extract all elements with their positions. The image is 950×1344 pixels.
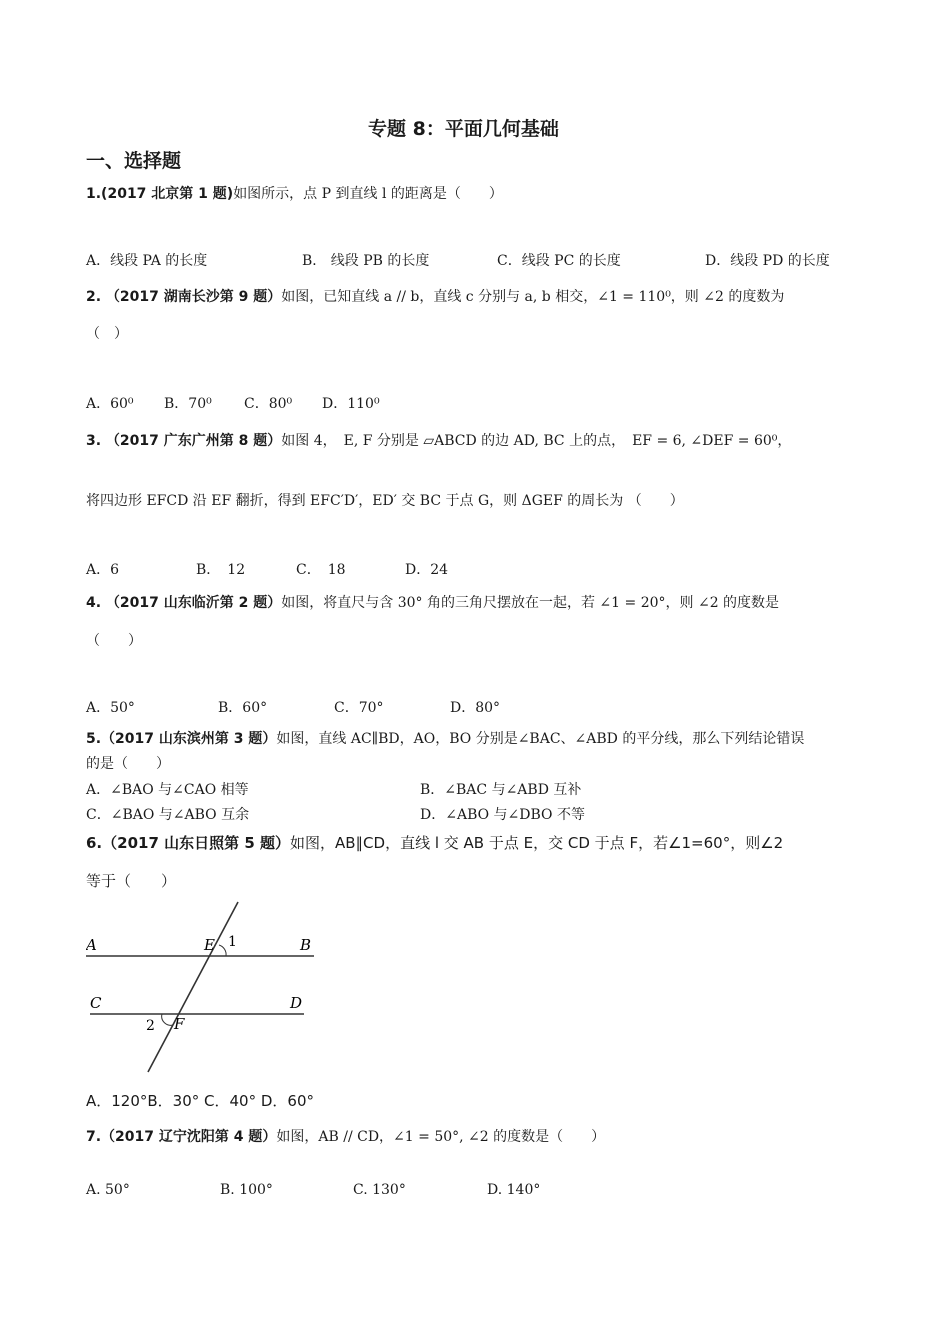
question-stem: 如图，AB // CD，∠1 = 50°, ∠2 的度数是（ ）: [276, 1129, 606, 1145]
q6-options: A．120°B．30° C．40° D．60°: [86, 1092, 315, 1110]
q4-option-b: B．60°: [218, 700, 268, 716]
section-heading: 一、选择题: [86, 150, 182, 172]
angle-1-arc: [219, 945, 226, 956]
q1-option-b: B． 线段 PB 的长度: [302, 253, 430, 269]
question-stem: 如图 4， E, F 分别是 ▱ABCD 的边 AD, BC 上的点， EF = 6, ∠DEF = 60⁰，: [281, 433, 792, 449]
q2-option-b: B．70⁰: [164, 396, 212, 412]
label-e: E: [204, 936, 215, 954]
question-1: [86, 183, 503, 203]
q5-option-d: D．∠ABO 与∠DBO 不等: [420, 807, 585, 823]
q3-option-c: C． 18: [296, 562, 346, 578]
q7-option-b: B. 100°: [220, 1182, 273, 1198]
q5-option-b: B．∠BAC 与∠ABD 互补: [420, 782, 582, 798]
question-stem: 如图，直线 AC∥BD，AO，BO 分别是∠BAC、∠ABD 的平分线，那么下列结论错误: [276, 731, 805, 747]
q3-option-a: A．6: [86, 562, 120, 578]
question-source: 2. （2017 湖南长沙第 9 题）: [86, 289, 282, 305]
label-angle-2: 2: [146, 1018, 155, 1034]
question-stem-continued: （ ）: [86, 326, 128, 342]
question-3: [86, 430, 791, 450]
q5-option-c: C．∠BAO 与∠ABO 互余: [86, 807, 250, 823]
question-stem-continued: 的是（ ）: [86, 756, 170, 772]
question-source: 7.（2017 辽宁沈阳第 4 题）: [86, 1129, 277, 1145]
question-source: 3. （2017 广东广州第 8 题）: [86, 433, 282, 449]
question-source: 4. （2017 山东临沂第 2 题）: [86, 595, 282, 611]
label-angle-1: 1: [228, 934, 237, 950]
q2-option-d: D．110⁰: [322, 396, 380, 412]
q3-option-d: D．24: [405, 562, 449, 578]
question-4: [86, 592, 779, 612]
q4-option-d: D．80°: [450, 700, 501, 716]
parallel-lines-figure: [86, 898, 318, 1076]
q1-option-d: D．线段 PD 的长度: [705, 253, 830, 269]
q5-option-a: A．∠BAO 与∠CAO 相等: [86, 782, 249, 798]
q3-option-b: B． 12: [196, 562, 246, 578]
q7-option-d: D. 140°: [487, 1182, 541, 1198]
question-stem-continued: 将四边形 EFCD 沿 EF 翻折，得到 EFC′D′，ED′ 交 BC 于点 G，则 ΔGEF 的周长为 （ ）: [86, 493, 684, 509]
question-6: [86, 832, 783, 853]
question-7: [86, 1126, 605, 1146]
q7-option-c: C. 130°: [353, 1182, 406, 1198]
label-a: A: [86, 936, 97, 954]
transversal-line: [148, 902, 238, 1072]
question-5: [86, 728, 804, 748]
q2-option-c: C．80⁰: [244, 396, 293, 412]
label-d: D: [290, 994, 303, 1012]
question-source: 1.(2017 北京第 1 题): [86, 186, 234, 202]
angle-2-arc: [162, 1014, 173, 1025]
page-title: 专题 8：平面几何基础: [368, 118, 559, 140]
question-stem-continued: 等于（ ）: [86, 872, 177, 890]
q4-option-a: A．50°: [86, 700, 135, 716]
question-source: 6.（2017 山东日照第 5 题）: [86, 834, 290, 852]
q7-option-a: A. 50°: [86, 1182, 130, 1198]
label-b: B: [300, 936, 312, 954]
question-stem-continued: （ ）: [86, 633, 142, 649]
q2-option-a: A．60⁰: [86, 396, 134, 412]
question-stem: 如图，AB∥CD，直线 l 交 AB 于点 E，交 CD 于点 F，若∠1=60°，则∠2: [290, 834, 784, 852]
question-stem: 如图，将直尺与含 30° 角的三角尺摆放在一起，若 ∠1 = 20°，则 ∠2 的度数是: [281, 595, 780, 611]
q4-option-c: C．70°: [334, 700, 384, 716]
label-c: C: [90, 994, 102, 1012]
question-source: 5.（2017 山东滨州第 3 题）: [86, 731, 277, 747]
question-stem: 如图所示，点 P 到直线 l 的距离是（ ）: [233, 186, 503, 202]
question-2: [86, 286, 784, 306]
q1-option-c: C．线段 PC 的长度: [497, 253, 621, 269]
label-f: F: [174, 1015, 185, 1033]
q1-option-a: A．线段 PA 的长度: [86, 253, 208, 269]
question-stem: 如图，已知直线 a // b，直线 c 分别与 a, b 相交，∠1 = 110⁰，则 ∠2 的度数为: [281, 289, 785, 305]
